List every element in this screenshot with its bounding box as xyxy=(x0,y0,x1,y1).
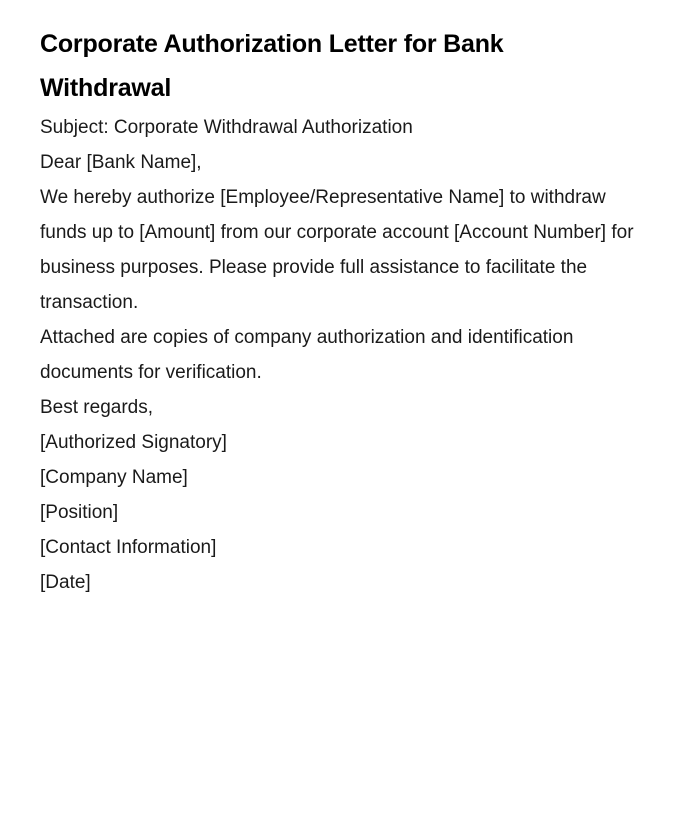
letter-date: [Date] xyxy=(40,572,91,593)
letter-position: [Position] xyxy=(40,502,119,523)
letter-body-paragraph-1: We hereby authorize [Employee/Representative Name] to withdraw funds up to [Amount] from our corporate account [Account Number] for business purposes. Please provide full assistance to facilitate the transaction. xyxy=(40,187,634,313)
letter-closing: Best regards, xyxy=(40,397,153,418)
letter-signatory: [Authorized Signatory] xyxy=(40,432,227,453)
letter-title: Corporate Authorization Letter for Bank Withdrawal xyxy=(40,30,504,102)
letter-body-paragraph-2: Attached are copies of company authorization and identification documents for verification. xyxy=(40,327,574,383)
letter-company-name: [Company Name] xyxy=(40,467,188,488)
letter-salutation: Dear [Bank Name], xyxy=(40,152,202,173)
letter-contact-information: [Contact Information] xyxy=(40,537,217,558)
letter-subject: Subject: Corporate Withdrawal Authorization xyxy=(40,117,413,138)
